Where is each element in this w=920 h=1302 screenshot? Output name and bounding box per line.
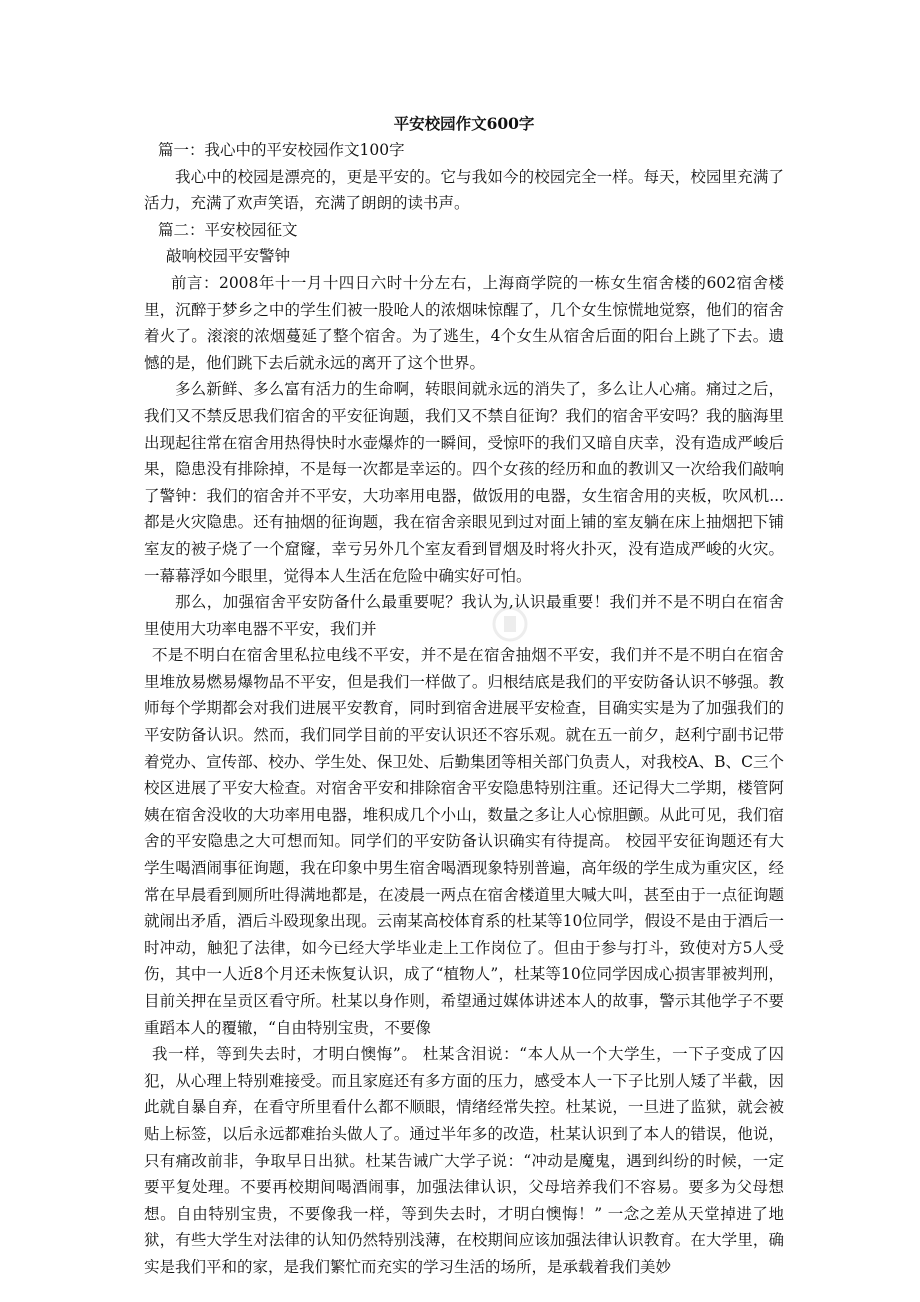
paragraph-2: 多么新鲜、多么富有活力的生命啊，转眼间就永远的消失了，多么让人心痛。痛过之后，我们又不禁反思我们宿舍的平安征询题，我们又不禁自征询？我们的宿舍平安吗？我的脑海里出现起往常在宿舍用热得快时水壶爆炸的一瞬间，受惊吓的我们又暗自庆幸，没有造成严峻后果，隐患没有排除掉，不是每一次都是幸运的。四个女孩的经历和血的教训又一次给我们敲响了警钟：我们的宿舍并不平安，大功率用电器，做饭用的电器，女生宿舍用的夹板，吹风机...都是火灾隐患。还有抽烟的征询题，我在宿舍亲眼见到过对面上铺的室友躺在床上抽烟把下铺室友的被子烧了一个窟窿，幸亏另外几个室友看到冒烟及时将火扑灭，没有造成严峻的火灾。一幕幕浮如今眼里，觉得本人生活在危险中确实好可怕。 xyxy=(144,380,784,585)
document-title: 平安校园作文600字 xyxy=(393,114,535,133)
paragraph-preface: 前言：2008年十一月十四日六时十分左右，上海商学院的一栋女生宿舍楼的602宿舍楼里，沉醉于梦乡之中的学生们被一股呛人的浓烟味惊醒了，几个女生惊慌地觉察，他们的宿舍着火了。滚滚的浓烟蔓延了整个宿舍。为了逃生，4个女生从宿舍后面的阳台上跳了下去。遗憾的是，他们跳下去后就永远的离开了这个世界。 xyxy=(144,273,784,372)
paragraph-4: 不是不明白在宿舍里私拉电线不平安，并不是在宿舍抽烟不平安，我们并不是不明白在宿舍里堆放易燃易爆物品不平安，但是我们一样做了。归根结底是我们的平安防备认识不够强。教师每个学期都会对我们进展平安教育，同时到宿舍进展平安检查，目确实实是为了加强我们的平安防备认识。然而，我们同学目前的平安认识还不容乐观。就在五一前夕，赵利宁副书记带着党办、宣传部、校办、学生处、保卫处、后勤集团等相关部门负责人，对我校A、B、C三个校区进展了平安大检查。对宿舍平安和排除宿舍平安隐患特别注重。还记得大二学期，楼管阿姨在宿舍没收的大功率用电器，堆积成几个小山，数量之多让人心惊胆颤。从此可见，我们宿舍的平安隐患之大可想而知。同学们的平安防备认识确实有待提高。 校园平安征询题还有大学生喝酒闹事征询题，我在印象中男生宿舍喝酒现象特别普遍，高年级的学生成为重灾区，经常在早晨看到厕所吐得满地都是，在凌晨一两点在宿舍楼道里大喊大叫，甚至由于一点征询题就闹出矛盾，酒后斗殴现象出现。云南某高校体育系的杜某等10位同学，假设不是由于酒后一时冲动，触犯了法律，如今已经大学毕业走上工作岗位了。但由于参与打斗，致使对方5人受伤，其中一人近8个月还未恢复认识，成了“植物人”，杜某等10位同学因成心损害罪被判刑，目前关押在呈贡区看守所。杜某以身作则，希望通过媒体讲述本人的故事，警示其他学子不要重蹈本人的覆辙，“自由特别宝贵，不要像 xyxy=(144,646,784,1037)
section2-heading: 篇二：平安校园征文 xyxy=(158,220,298,239)
section1-body: 我心中的校园是漂亮的，更是平安的。它与我如今的校园完全一样。每天，校园里充满了活力，充满了欢声笑语，充满了朗朗的读书声。 xyxy=(144,167,784,213)
paragraph-3: 那么，加强宿舍平安防备什么最重要呢？我认为,认识最重要！我们并不是不明白在宿舍里使用大功率电器不平安，我们并 xyxy=(144,593,784,638)
paragraph-5: 我一样，等到失去时，才明白懊悔”。 杜某含泪说：“本人从一个大学生，一下子变成了囚犯，从心理上特别难接受。而且家庭还有多方面的压力，感受本人一下子比别人矮了半截，因此就自暴自弃，在看守所里看什么都不顺眼，情绪经常失控。杜某说，一旦进了监狱，就会被贴上标签，以后永远都难抬头做人了。通过半年多的改造，杜某认识到了本人的错误，他说，只有痛改前非，争取早日出狱。杜某告诫广大学子说：“冲动是魔鬼，遇到纠纷的时候，一定要平复处理。不要再校期间喝酒闹事，加强法律认识，父母培养我们不容易。要多为父母想想。自由特别宝贵，不要像我一样，等到失去时，才明白懊悔！” 一念之差从天堂掉进了地狱，有些大学生对法律的认知仍然特别浅薄，在校期间应该加强法律认识教育。在大学里，确实是我们平和的家，是我们繁忙而充实的学习生活的场所，是承载着我们美妙 xyxy=(144,1045,784,1276)
document-body xyxy=(144,111,784,1281)
section2-subtitle: 敲响校园平安警钟 xyxy=(166,247,291,266)
section1-heading: 篇一：我心中的平安校园作文100字 xyxy=(158,141,405,159)
